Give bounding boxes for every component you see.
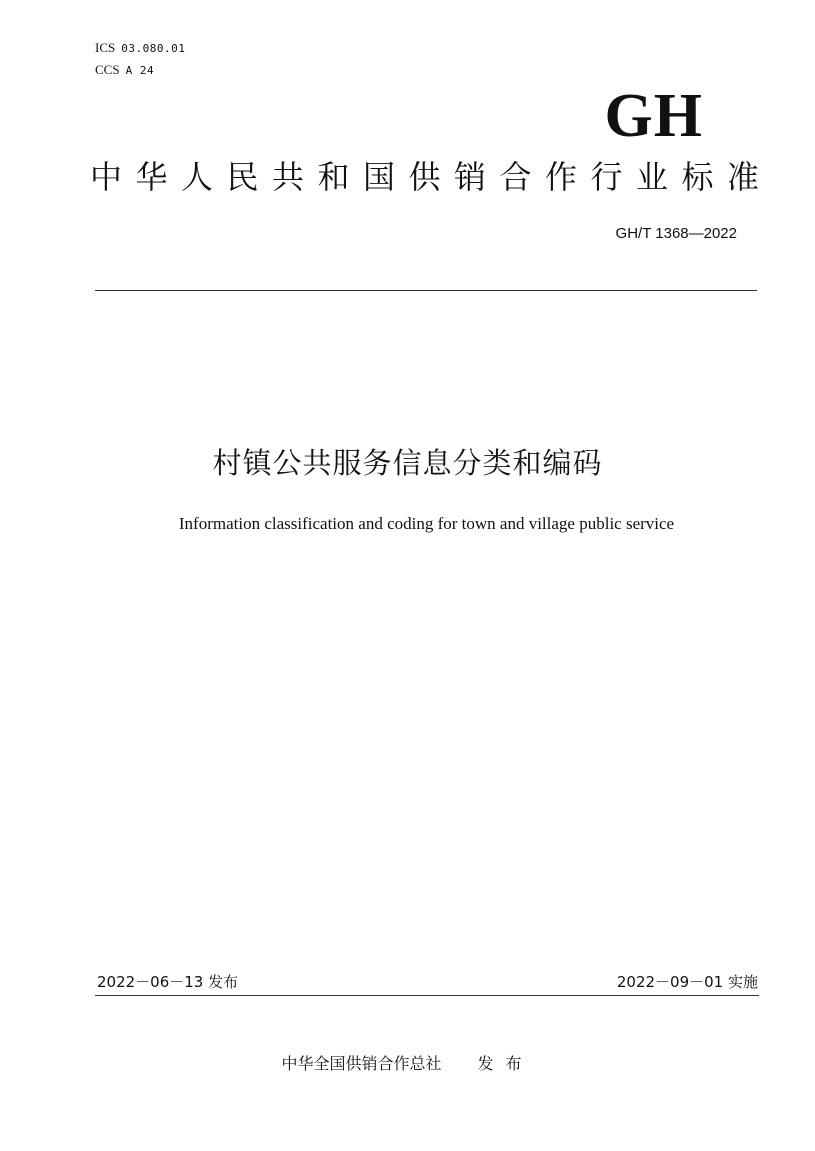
issue-date: 2022－06－13 发布	[97, 973, 239, 991]
ccs-label: CCS	[95, 62, 120, 77]
ccs-line	[95, 63, 154, 78]
ics-line	[95, 41, 185, 56]
document-title-zh: 村镇公共服务信息分类和编码	[212, 446, 603, 480]
standard-category: 中华人民共和国供销合作行业标准	[90, 158, 773, 196]
ics-value: 03.080.01	[121, 42, 186, 55]
standard-number: GH/T 1368—2022	[615, 225, 737, 242]
bottom-divider	[95, 995, 759, 996]
implementation-date: 2022－09－01 实施	[616, 973, 758, 991]
ics-label: ICS	[95, 40, 116, 55]
publisher-name: 中华全国供销合作总社	[281, 1054, 442, 1073]
gh-mark: GH	[604, 82, 703, 150]
publisher-action: 发布	[477, 1054, 534, 1073]
publisher-line	[0, 1054, 815, 1074]
top-divider	[95, 290, 757, 291]
ccs-value: A 24	[125, 64, 155, 77]
document-title-en: Information classification and coding for town and village public service	[178, 514, 675, 533]
